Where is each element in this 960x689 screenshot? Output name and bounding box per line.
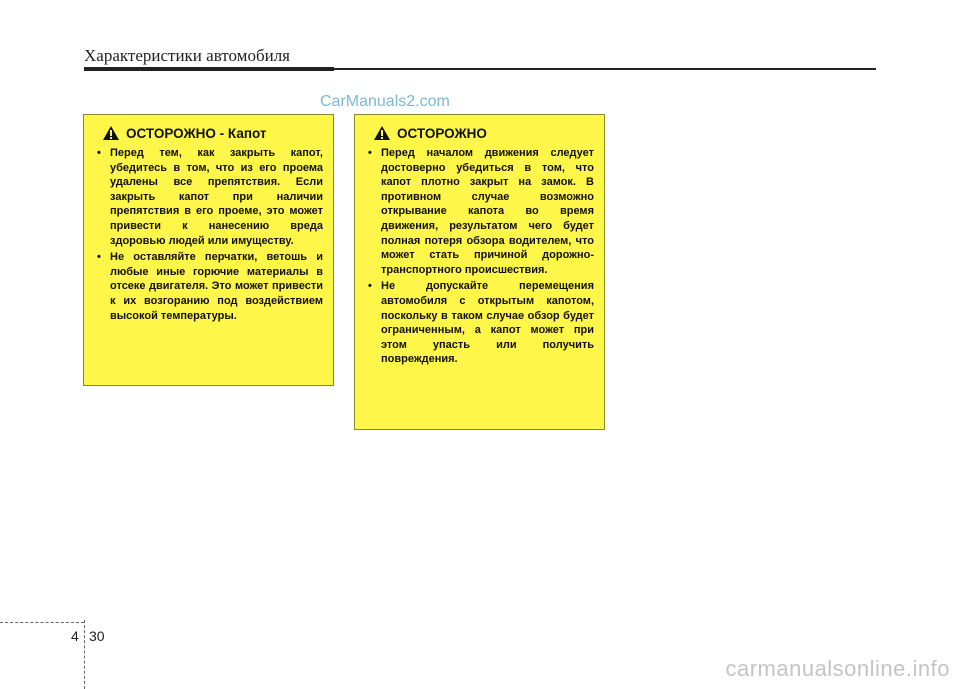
page-number-value: 30 <box>89 628 105 644</box>
warning-item: • Не оставляйте перчатки, ветошь и любые иные горючие материалы в отсеке двигателя. Это может привести к их возгоранию под воздействием высокой температуры. <box>94 250 323 323</box>
warning-title: ОСТОРОЖНО - Капот <box>126 125 267 141</box>
warning-triangle-icon <box>102 125 120 141</box>
warning-box-hood <box>83 114 334 386</box>
chapter-number: 4 <box>71 628 79 644</box>
footer-divider-horizontal <box>0 622 84 623</box>
warning-item: • Перед началом движения следует достоверно убедиться в том, что капот плотно закрыт на замок. В противном случае возможно открывание капота во время движения, результатом чего будет полная потеря обзора водителем, что может стать причиной дорожно-транспортного происшествия. <box>365 146 594 277</box>
header-rule-thin <box>334 68 876 70</box>
warning-list <box>365 146 594 367</box>
warning-item: • Перед тем, как закрыть капот, убедитесь в том, что из его проема удалены все препятствия. Если закрыть капот при наличии препятствия в его проеме, это может привести к нанесению вреда здоровью людей или имуществу. <box>94 146 323 248</box>
warning-triangle-icon <box>373 125 391 141</box>
warning-item: • Не допускайте перемещения автомобиля с открытым капотом, поскольку в таком случае обзор будет ограниченным, а капот может при этом упасть или получить повреждения. <box>365 279 594 367</box>
warning-header <box>102 125 323 141</box>
warning-header <box>373 125 594 141</box>
watermark-bottom[interactable]: carmanualsonline.info <box>725 656 950 681</box>
page-number <box>71 628 105 644</box>
warning-box-driving <box>354 114 605 430</box>
section-title: Характеристики автомобиля <box>84 46 290 65</box>
warning-title: ОСТОРОЖНО <box>397 125 487 141</box>
warning-list <box>94 146 323 323</box>
header-rule-thick <box>84 67 334 71</box>
watermark-top[interactable]: CarManuals2.com <box>320 93 450 110</box>
